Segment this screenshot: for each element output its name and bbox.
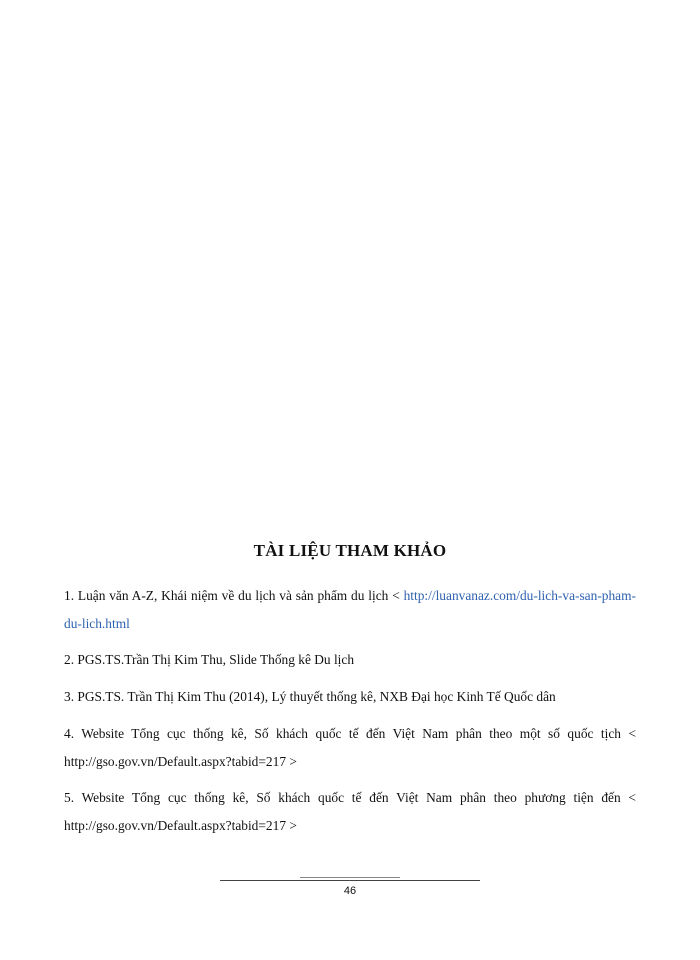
references-heading: TÀI LIỆU THAM KHẢO [253,541,447,560]
reference-item-5: 5. Website Tổng cục thống kê, Số khách quốc tế đến Việt Nam phân theo phương tiện đến < http://gso.gov.vn/Default.aspx?tabid=217 > [64,790,636,833]
reference-text: 1. Luận văn A-Z, Khái niệm về du lịch và sản phẩm du lịch < [64,588,404,603]
reference-item-2: 2. PGS.TS.Trần Thị Kim Thu, Slide Thống kê Du lịch [64,652,355,667]
footer-divider-short [300,877,400,878]
reference-link[interactable]: http://luanvanaz.com/du-lich-va-san-pham-du-lich.html [64,588,636,631]
page-number: 46 [343,885,357,897]
reference-item-1 [64,582,636,638]
footer-divider [220,880,480,881]
reference-item-3: 3. PGS.TS. Trần Thị Kim Thu (2014), Lý thuyết thống kê, NXB Đại học Kinh Tế Quốc dân [64,689,556,704]
reference-item-4: 4. Website Tổng cục thống kê, Số khách quốc tế đến Việt Nam phân theo một số quốc tịch < http://gso.gov.vn/Default.aspx?tabid=217 > [64,726,636,769]
